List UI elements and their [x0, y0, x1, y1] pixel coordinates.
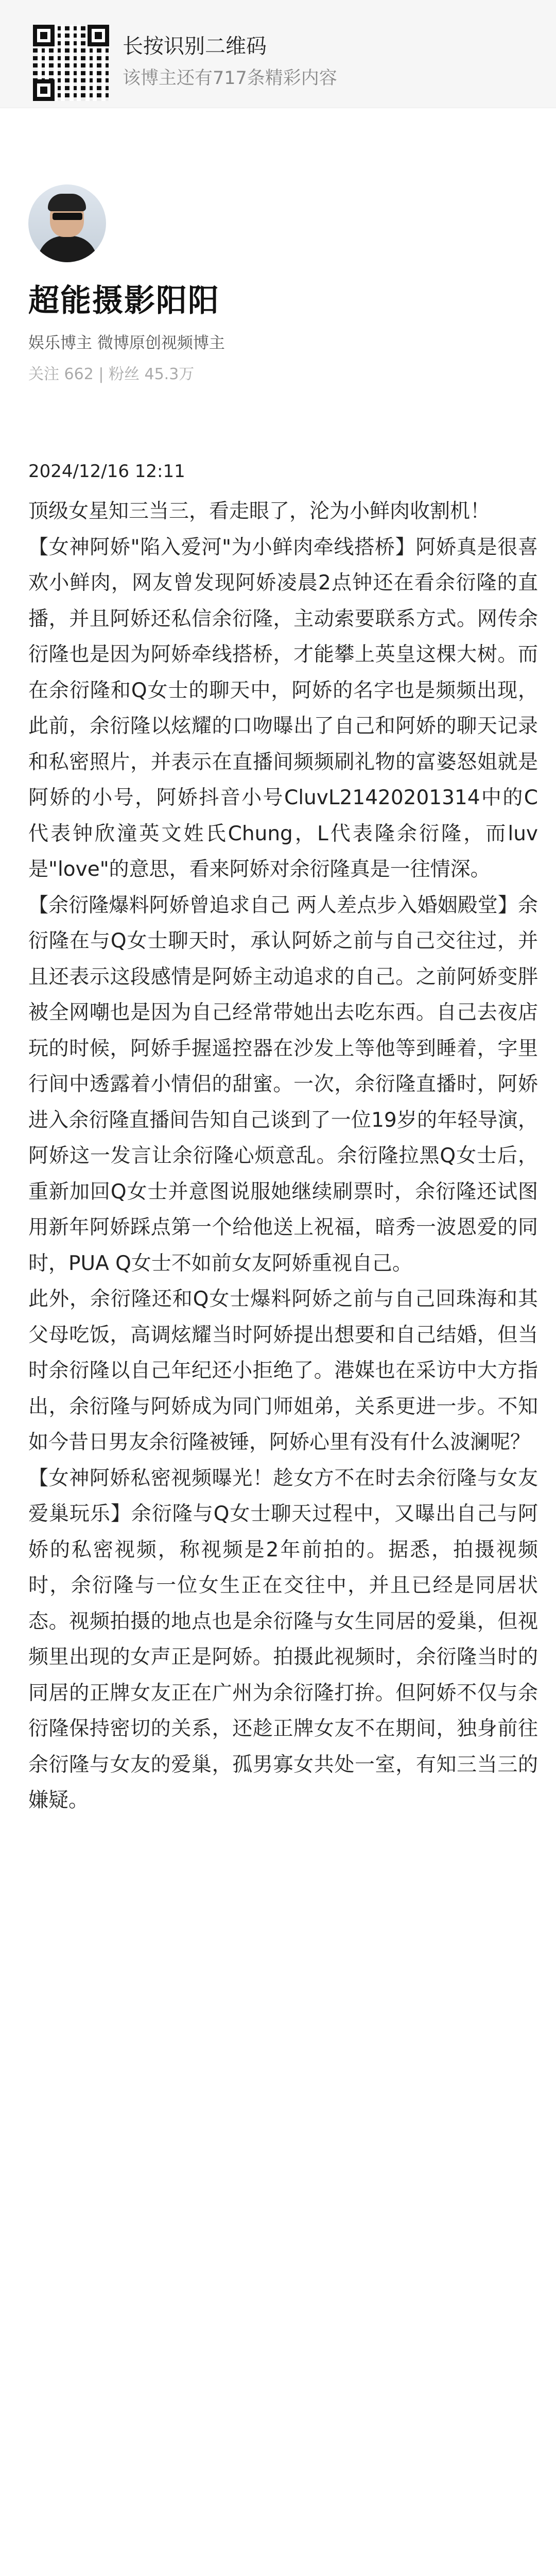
author-stats: 关注 662 | 粉丝 45.3万	[28, 365, 195, 383]
post-date: 2024/12/16 12:11	[28, 461, 185, 482]
author-name[interactable]: 超能摄影阳阳	[28, 283, 220, 319]
banner-title: 长按识别二维码	[123, 35, 267, 58]
post-paragraph: 此外，余衍隆还和Q女士爆料阿娇之前与自己回珠海和其父母吃饭，高调炫耀当时阿娇提出想要和自己结婚，但当时余衍隆以自己年纪还小拒绝了。港媒也在采访中大方指出，余衍隆与阿娇成为同门师姐弟，关系更进一步。不知如今昔日男友余衍隆被锤，阿娇心里有没有什么波澜呢？	[28, 1287, 538, 1454]
avatar[interactable]	[28, 184, 106, 262]
post-intro: 顶级女星知三当三，看走眼了，沦为小鲜肉收割机！	[28, 500, 491, 523]
author-description: 娱乐博主 微博原创视频博主	[28, 334, 225, 352]
banner-subtitle: 该博主还有717条精彩内容	[123, 68, 337, 89]
post-body	[28, 494, 538, 1819]
post-paragraph: 【女神阿娇"陷入爱河"为小鲜肉牵线搭桥】阿娇真是很喜欢小鲜肉，网友曾发现阿娇凌晨2点钟还在看余衍隆的直播，并且阿娇还私信余衍隆，主动索要联系方式。网传余衍隆也是因为阿娇牵线搭桥，才能攀上英皇这棵大树。而在余衍隆和Q女士的聊天中，阿娇的名字也是频频出现，此前，余衍隆以炫耀的口吻曝出了自己和阿娇的聊天记录和私密照片，并表示在直播间频频刷礼物的富婆怒姐就是阿娇的小号，阿娇抖音小号CluvL21420201314中的C代表钟欣潼英文姓氏Chung，L代表隆余衍隆，而luv是"love"的意思，看来阿娇对余衍隆真是一往情深。	[28, 535, 538, 881]
post-paragraph: 【女神阿娇私密视频曝光！趁女方不在时去余衍隆与女友爱巢玩乐】余衍隆与Q女士聊天过程中，又曝出自己与阿娇的私密视频，称视频是2年前拍的。据悉，拍摄视频时，余衍隆与一位女生正在交往中，并且已经是同居状态。视频拍摄的地点也是余衍隆与女生同居的爱巢，但视频里出现的女声正是阿娇。拍摄此视频时，余衍隆当时的同居的正牌女友正在广州为余衍隆打拚。但阿娇不仅与余衍隆保持密切的关系，还趁正牌女友不在期间，独身前往余衍隆与女友的爱巢，孤男寡女共处一室，有知三当三的嫌疑。	[28, 1466, 538, 1812]
post-paragraph: 【余衍隆爆料阿娇曾追求自己 两人差点步入婚姻殿堂】余衍隆在与Q女士聊天时，承认阿娇之前与自己交往过，并且还表示这段感情是阿娇主动追求的自己。之前阿娇变胖被全网嘲也是因为自己经常带她出去吃东西。自己去夜店玩的时候，阿娇手握遥控器在沙发上等他等到睡着，字里行间中透露着小情侣的甜蜜。一次，余衍隆直播时，阿娇进入余衍隆直播间告知自己谈到了一位19岁的年轻导演，阿娇这一发言让余衍隆心烦意乱。余衍隆拉黑Q女士后，重新加回Q女士并意图说服她继续刷票时，余衍隆还试图用新年阿娇踩点第一个给他送上祝福，暗秀一波恩爱的同时，PUA Q女士不如前女友阿娇重视自己。	[28, 893, 538, 1275]
top-qr-banner	[0, 0, 556, 108]
qr-code[interactable]	[33, 25, 109, 101]
